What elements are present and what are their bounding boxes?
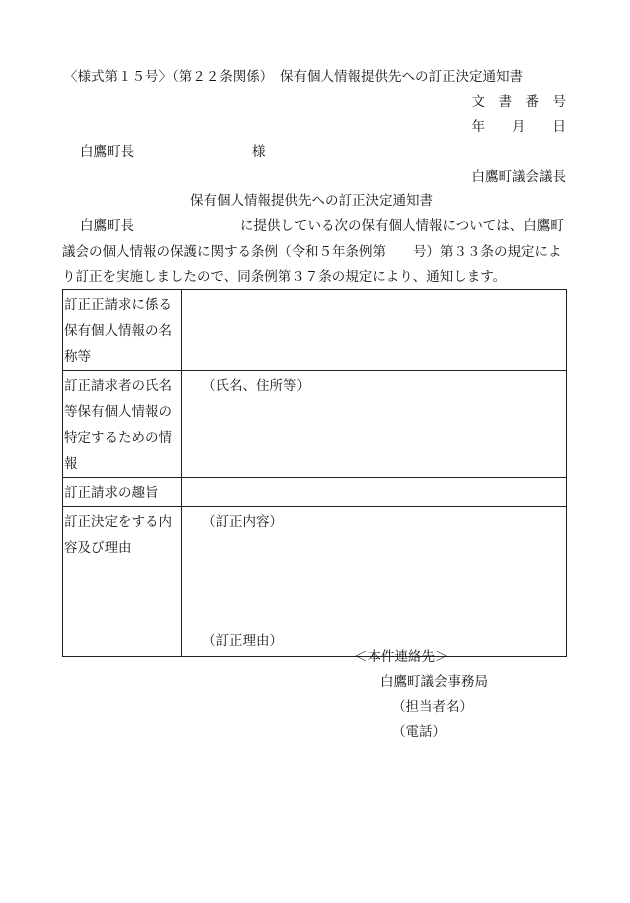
table-row [63,290,567,371]
row-label-decision: 訂正決定をする内容及び理由 [63,507,182,657]
form-reference: 〈様式第１５号〉（第２２条関係） 保有個人情報提供先への訂正決定通知書 [64,69,523,85]
date-field: 年 月 日 [471,119,566,135]
notification-table [62,289,567,657]
row-label-request-purpose: 訂正請求の趣旨 [63,478,182,507]
body-line-2: 議会の個人情報の保護に関する条例（令和５年条例第 号）第３３条の規定によ [62,244,562,260]
row-value-requester-info: （氏名、住所等） [182,371,567,478]
row-value-decision [182,507,567,657]
row-value-request-purpose [182,478,567,507]
addressee-name: 白鷹町長 [80,144,134,160]
body-addressee: 白鷹町長 [80,218,134,234]
row-label-requester-info: 訂正請求者の氏名等保有個人情報の特定するための情報 [63,371,182,478]
row-label-request-subject: 訂正正請求に係る保有個人情報の名称等 [63,290,182,371]
contact-phone: （電話） [392,724,446,740]
addressee-honorific: 様 [252,144,266,160]
body-line-3: り訂正を実施しましたので、同条例第３７条の規定により、通知します。 [62,269,507,285]
table-row [63,371,567,478]
table-row [63,507,567,657]
sender-name: 白鷹町議会議長 [471,169,566,185]
correction-reason-label: （訂正理由） [202,633,283,649]
contact-office: 白鷹町議会事務局 [380,674,488,690]
row-value-request-subject [182,290,567,371]
body-line-1: に提供している次の保有個人情報については、白鷹町 [240,218,564,234]
document-number: 文 書 番 号 [471,94,566,110]
contact-heading: ＜本件連絡先＞ [354,649,449,665]
document-title: 保有個人情報提供先への訂正決定通知書 [190,193,433,209]
correction-content-label: （訂正内容） [202,514,283,530]
contact-person: （担当者名） [392,699,473,715]
table-row [63,478,567,507]
